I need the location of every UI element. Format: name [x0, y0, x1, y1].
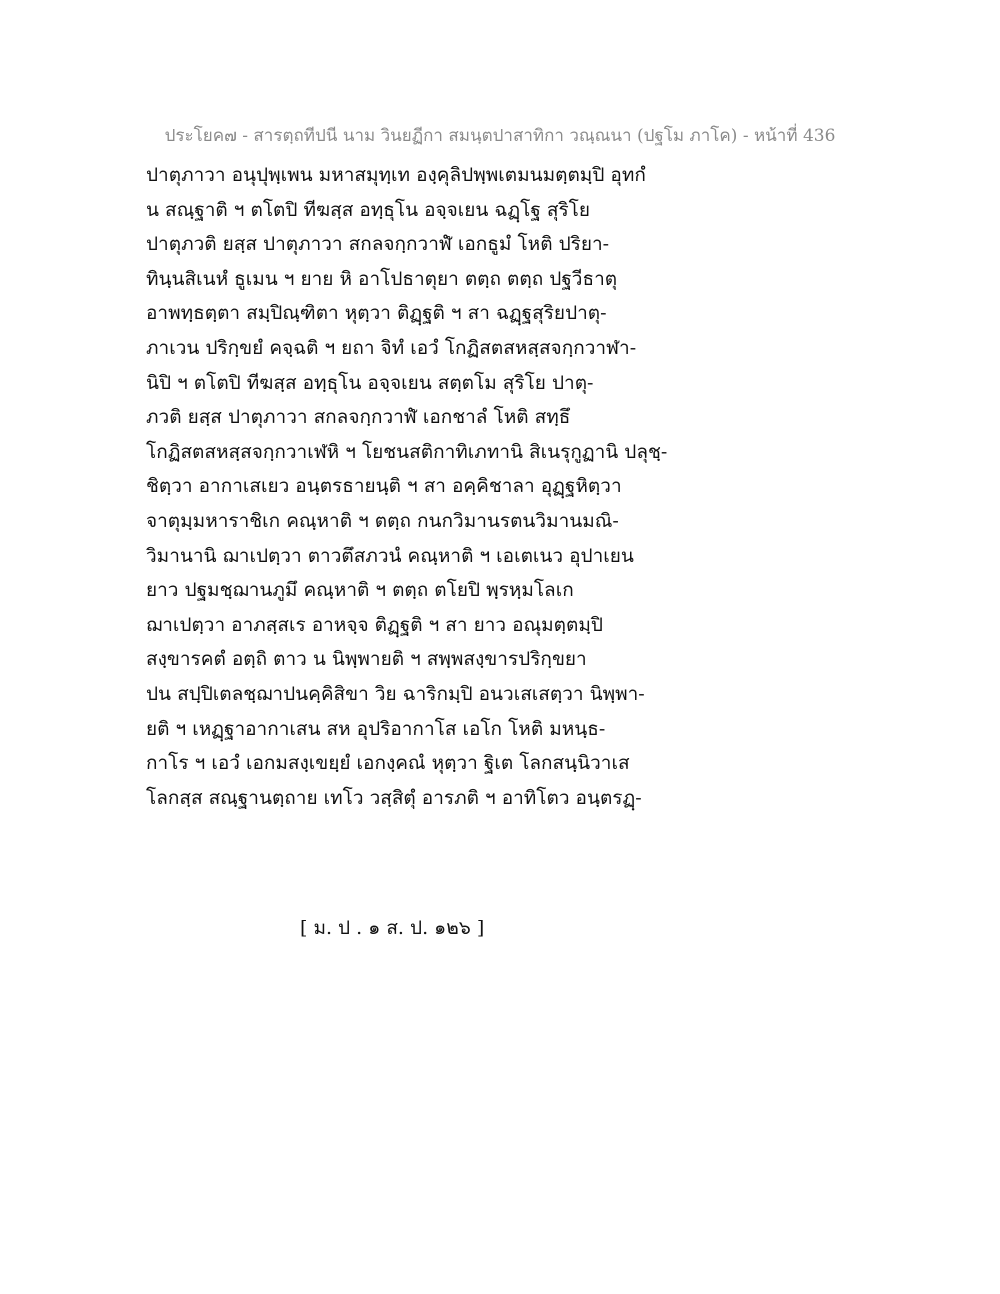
- text-line: ปน สปฺปิเตลชฺฌาปนคฺคิสิขา วิย ฉาริกมฺปิ อนวเสเสตฺวา นิพฺพา-: [146, 682, 645, 705]
- text-line: ปาตุภวติ ยสฺส ปาตุภาวา สกลจกฺกวาฬํ เอกธูมํ โหติ ปริยา-: [146, 233, 610, 256]
- text-line: นิปิ ฯ ตโตปิ ทีฆสฺส อทฺธุโน อจฺจเยน สตฺตโม สุริโย ปาตุ-: [146, 371, 594, 394]
- text-line: ทินฺนสิเนหํ ธูเมน ฯ ยาย หิ อาโปธาตุยา ตตฺถ ตตฺถ ปฐวีธาตุ: [146, 267, 618, 290]
- text-line: ปาตุภาวา อนุปุพฺเพน มหาสมุทฺเท องฺคุลิปพฺพเตมนมตฺตมฺปิ อุทกํ: [146, 164, 646, 186]
- text-line: สงฺขารคตํ อตฺถิ ตาว น นิพฺพายติ ฯ สพฺพสงฺขารปริกฺขยา: [146, 648, 587, 671]
- running-header: ประโยค๗ - สารตฺถทีปนี นาม วินยฏีกา สมนฺตปาสาทิกา วณฺณนา (ปฐโม ภาโค) - หน้าที่ 436: [164, 126, 836, 146]
- page-reference: [ ม. ป . ๑ ส. ป. ๑๒๖ ]: [300, 917, 485, 939]
- text-line: ยติ ฯ เหฏฺฐาอากาเสน สห อุปริอากาโส เอโก โหติ มหนฺธ-: [146, 717, 606, 740]
- text-line: น สณฺฐาติ ฯ ตโตปิ ทีฆสฺส อทฺธุโน อจฺจเยน ฉฏฺโฐ สุริโย: [146, 198, 590, 221]
- text-line: ภวติ ยสฺส ปาตุภาวา สกลจกฺกวาฬํ เอกชาลํ โหติ สทฺธึ: [146, 406, 571, 429]
- text-line: ชิตฺวา อากาเสเยว อนฺตรธายนฺติ ฯ สา อคฺคิชาลา อุฏฺฐหิตฺวา: [146, 475, 622, 498]
- text-line: โลกสฺส สณฺฐานตฺถาย เทโว วสฺสิตุํ อารภติ ฯ อาทิโตว อนฺตรฏฺ-: [146, 786, 642, 809]
- text-line: วิมานานิ ฌาเปตฺวา ตาวตึสภวนํ คณฺหาติ ฯ เอเตเนว อุปาเยน: [146, 544, 634, 567]
- text-line: ฌาเปตฺวา อาภสฺสเร อาหจฺจ ติฏฺฐติ ฯ สา ยาว อณุมตฺตมฺปิ: [146, 613, 603, 636]
- text-line: ภาเวน ปริกฺขยํ คจฺฉติ ฯ ยถา จิทํ เอวํ โกฏิสตสหสฺสจกฺกวาฬา-: [146, 336, 637, 359]
- text-line: กาโร ฯ เอวํ เอกมสงฺเขยฺยํ เอกงฺคณํ หุตฺวา ฐิเต โลกสนฺนิวาเส: [146, 752, 630, 775]
- body-text: [146, 158, 866, 815]
- text-line: อาพทฺธตฺตา สมฺปิณฺฑิตา หุตฺวา ติฏฺฐติ ฯ สา ฉฏฺฐสุริยปาตุ-: [146, 302, 607, 325]
- text-line: โกฏิสตสหสฺสจกฺกวาเฬหิ ฯ โยชนสติกาทิเภทานิ สิเนรุกูฏานิ ปลุชฺ-: [146, 440, 668, 463]
- text-line: ยาว ปฐมชฺฌานภูมึ คณฺหาติ ฯ ตตฺถ ตโยปิ พฺรหฺมโลเก: [146, 579, 574, 602]
- text-line: จาตุมฺมหาราชิเก คณฺหาติ ฯ ตตฺถ กนกวิมานรตนวิมานมณิ-: [146, 509, 619, 532]
